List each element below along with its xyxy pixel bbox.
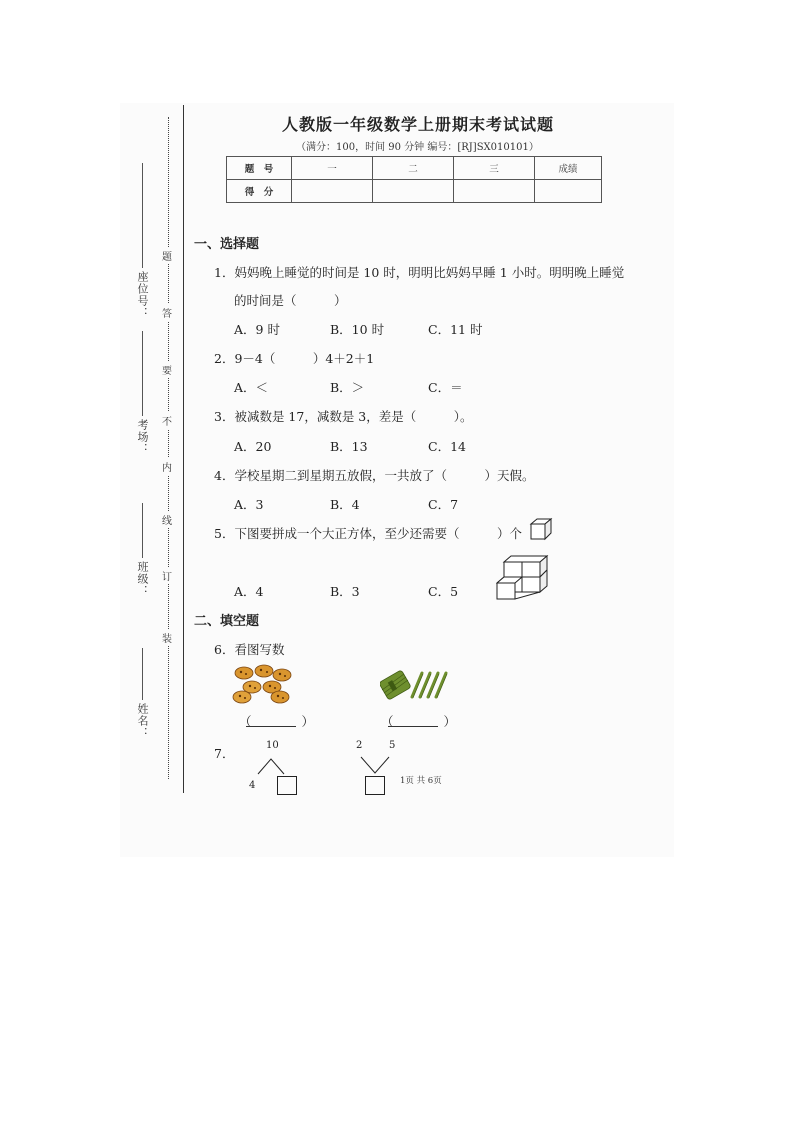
binding-sidebar: [120, 103, 190, 793]
tree-2-answer-box[interactable]: [365, 776, 385, 795]
score-table-cell[interactable]: [292, 180, 373, 203]
option-a[interactable]: A．9 时: [234, 322, 280, 337]
option-c[interactable]: C．＝: [428, 380, 463, 395]
page-number: 1页 共 6页: [400, 776, 442, 786]
option-a[interactable]: A．3: [234, 497, 264, 512]
page-subtitle: （满分：100，时间 90 分钟 编号：[RJ]SX010101）: [296, 142, 539, 153]
score-table-cell: 得 分: [227, 180, 292, 203]
score-table-cell[interactable]: [535, 180, 602, 203]
question-2: 2．9－4（ ）4＋2＋1: [214, 351, 375, 366]
option-b[interactable]: B．13: [330, 439, 368, 454]
stacked-cubes-figure: [496, 555, 552, 607]
tree-1-answer-box[interactable]: [277, 776, 297, 795]
option-c[interactable]: C．5: [428, 584, 459, 599]
seal-char: 内: [162, 458, 172, 475]
name-label: 姓名：: [136, 703, 149, 739]
tree-1-top-number: 10: [266, 740, 279, 751]
answer-blank-2[interactable]: （ ）: [381, 714, 457, 729]
name-line: [142, 648, 143, 700]
seal-char: 不: [162, 412, 172, 429]
counting-sticks-icon: [380, 667, 450, 703]
question-7-label: 7．: [214, 746, 235, 761]
score-table-cell: 一: [292, 157, 373, 180]
score-table-cell: 成绩: [535, 157, 602, 180]
seat-number-line: [142, 163, 143, 268]
option-b[interactable]: B．4: [330, 497, 360, 512]
binding-line: [183, 105, 184, 793]
score-table-row: [227, 180, 602, 203]
option-a[interactable]: A．20: [234, 439, 272, 454]
score-table-row: [227, 157, 602, 180]
seal-char: 答: [162, 304, 172, 321]
seal-dotted-line: [168, 117, 169, 779]
seal-char: 订: [162, 567, 172, 584]
question-6: 6．看图写数: [214, 642, 285, 657]
class-label: 班级：: [136, 561, 149, 597]
tree-1-left-number: 4: [249, 780, 256, 791]
question-5: 5．下图要拼成一个大正方体，至少还需要（ ）个: [214, 526, 522, 541]
seal-char: 要: [162, 361, 172, 378]
score-table-cell[interactable]: [454, 180, 535, 203]
score-table: [226, 156, 602, 203]
answer-blank-1[interactable]: （ ）: [239, 714, 315, 729]
exam-room-label: 考场：: [136, 419, 149, 455]
option-b[interactable]: B．3: [330, 584, 360, 599]
tree-2-branches: [358, 755, 394, 777]
option-a[interactable]: A．4: [234, 584, 264, 599]
question-3: 3．被减数是 17，减数是 3，差是（ ）。: [214, 409, 473, 424]
option-c[interactable]: C．11 时: [428, 322, 483, 337]
answer-underline: [388, 726, 438, 727]
question-1-line-1: 1．妈妈晚上睡觉的时间是 10 时，明明比妈妈早睡 1 小时。明明晚上睡觉: [214, 265, 625, 280]
question-1-line-2: 的时间是（ ）: [234, 293, 347, 308]
cube-icon: [529, 517, 553, 541]
score-table-cell: 二: [373, 157, 454, 180]
score-table-cell[interactable]: [373, 180, 454, 203]
page-title: 人教版一年级数学上册期末考试试题: [282, 115, 555, 134]
tree-2-left-top-number: 2: [356, 740, 363, 751]
tree-1-branches: [254, 756, 290, 776]
option-b[interactable]: B．10 时: [330, 322, 385, 337]
seat-number-label: 座位号：: [136, 271, 149, 319]
cookies-icon: [230, 663, 294, 705]
option-a[interactable]: A．＜: [234, 380, 269, 395]
question-4: 4．学校星期二到星期五放假，一共放了（ ）天假。: [214, 468, 535, 483]
class-line: [142, 503, 143, 558]
option-c[interactable]: C．7: [428, 497, 459, 512]
option-b[interactable]: B．＞: [330, 380, 365, 395]
score-table-cell: 题 号: [227, 157, 292, 180]
seal-char: 装: [162, 629, 172, 646]
option-c[interactable]: C．14: [428, 439, 466, 454]
exam-room-line: [142, 331, 143, 416]
score-table-cell: 三: [454, 157, 535, 180]
answer-underline: [246, 726, 296, 727]
tree-2-right-top-number: 5: [389, 740, 396, 751]
section-heading-choice: 一、选择题: [194, 237, 260, 252]
seal-char: 题: [162, 247, 172, 264]
seal-char: 线: [162, 511, 172, 528]
section-heading-fill-blank: 二、填空题: [194, 614, 260, 629]
